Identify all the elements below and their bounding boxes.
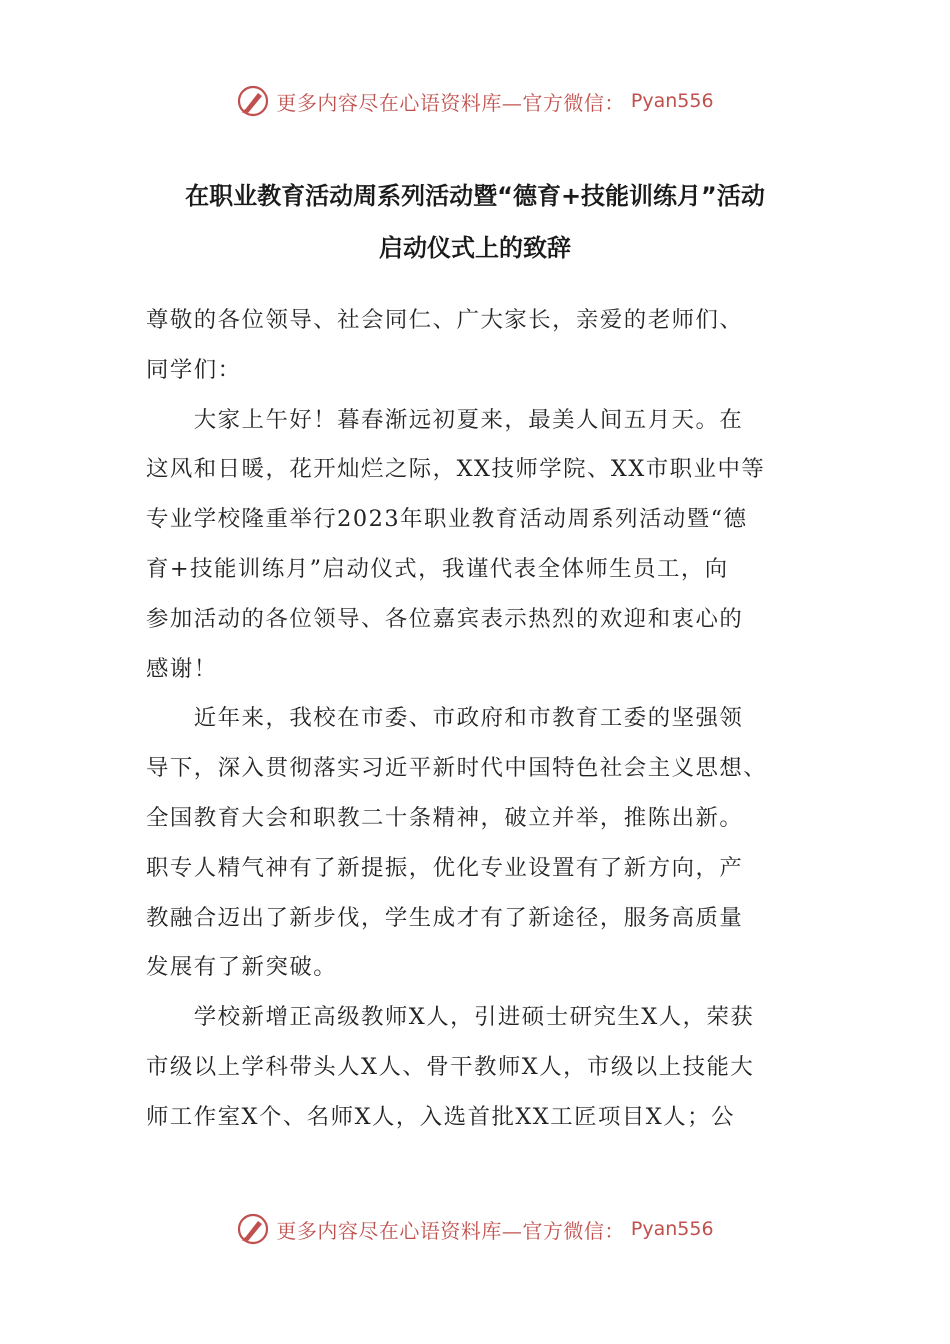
text-line: 大家上午好！暮春渐远初夏来，最美人间五月天。在 [146,406,744,433]
text-line: 同学们： [146,356,242,383]
paragraph-achievements [146,694,806,993]
watermark-banner-top [0,84,950,118]
text-line: 发展有了新突破。 [146,954,338,981]
text-line: 教融合迈出了新步伐，学生成才有了新途径，服务高质量 [146,904,744,931]
watermark-wechat-id: Pyan556 [630,90,714,112]
title-line: 在职业教育活动周系列活动暨“德育+技能训练月”活动 [185,182,765,210]
text-line: 感谢！ [146,655,218,682]
watermark-text: 更多内容尽在心语资料库—官方微信： [276,1218,625,1243]
text-line: 导下，深入贯彻落实习近平新时代中国特色社会主义思想、 [146,755,768,782]
document-body [146,296,806,1143]
pen-nib-circle-icon [236,84,270,118]
watermark-banner-bottom [0,1212,950,1246]
paragraph-greeting [146,396,806,695]
text-line: 学校新增正高级教师X人，引进硕士研究生X人，荣获 [146,1004,755,1031]
text-line: 近年来，我校在市委、市政府和市教育工委的坚强领 [146,705,744,732]
paragraph-staff [146,993,806,1142]
text-line: 专业学校隆重举行2023年职业教育活动周系列活动暨“德 [146,506,748,533]
text-line: 全国教育大会和职教二十条精神，破立并举，推陈出新。 [146,804,744,831]
paragraph-salutation [146,296,806,396]
title-line: 启动仪式上的致辞 [379,234,571,262]
text-line: 这风和日暖，花开灿烂之际，XX技师学院、XX市职业中等 [146,456,766,483]
watermark-wechat-id: Pyan556 [630,1218,714,1240]
pen-nib-circle-icon [236,1212,270,1246]
text-line: 市级以上学科带头人X人、骨干教师X人，市级以上技能大 [146,1053,755,1080]
text-line: 参加活动的各位领导、各位嘉宾表示热烈的欢迎和衷心的 [146,605,744,632]
text-line: 职专人精气神有了新提振，优化专业设置有了新方向，产 [146,854,744,881]
watermark-text: 更多内容尽在心语资料库—官方微信： [276,90,625,115]
text-line: 尊敬的各位领导、社会同仁、广大家长，亲爱的老师们、 [146,307,744,333]
text-line: 师工作室X个、名师X人，入选首批XX工匠项目X人；公 [146,1103,735,1130]
text-line: 育+技能训练月”启动仪式，我谨代表全体师生员工，向 [146,555,729,582]
document-title [120,170,830,274]
